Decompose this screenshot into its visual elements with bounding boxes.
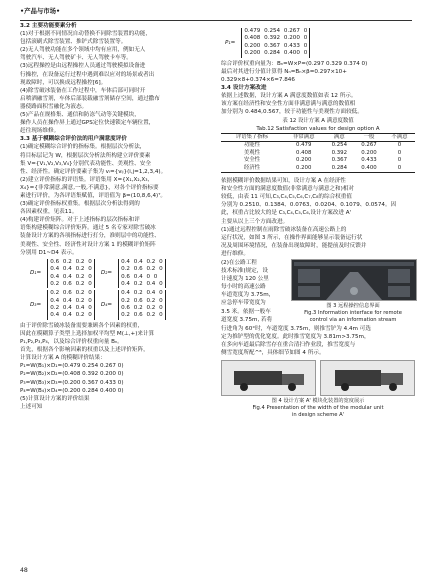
matrix-row: 0.4 0.4 0.2 0 [50, 266, 92, 273]
text-line: 定为推铲型的优化宽度。此时推雪宽度为 3.81m>3.75m， [221, 333, 370, 340]
matrix-row: 0.6 0.2 0.2 0 [50, 258, 92, 265]
table-cell: 0.200 [295, 157, 312, 164]
modular-unit-render-2 [320, 360, 415, 396]
text-line: 和安全性方面的满意度数值(非常满意与满意之和)相对 [221, 186, 355, 193]
table-cell: 美观性 [243, 149, 261, 156]
text-line: (5)计算设计方案的评价结果 [20, 395, 90, 402]
machine-illustration-2 [321, 361, 415, 395]
matrix-row: 0.4 0.4 0.2 0 [121, 258, 163, 265]
text-line: 加分别为 0.484,0.567，较于功能性与美观性方面较低。 [221, 109, 363, 116]
text-line: (1)对于根据不同情况自动替换不同除雪装置的功能， [20, 31, 151, 38]
table-cell: 0.284 [324, 165, 354, 173]
text-line: P₂=W(B₂)×D₂=(0.408 0.392 0.200 0) [20, 371, 124, 378]
text-line: 该方案在经济性和安全性方面非满意满与满意的数值相 [221, 101, 356, 108]
page-number: 48 [20, 567, 28, 574]
table-cell: 0.200 [283, 165, 325, 173]
table-cell: 0 [397, 142, 402, 149]
matrix-row: 0.4 0.2 0.4 0 [121, 290, 163, 297]
text-line: 包括滚刷式除雪装置、推铲式除雪装置等。 [20, 39, 127, 46]
matrix-row: 0.2 0.6 0.2 0 [121, 266, 163, 273]
text-line: 上述可知 [20, 403, 43, 410]
right-text-block-a [221, 60, 415, 117]
text-line: 行进角为 60°时，车道宽度 3.75m，则推雪铲为 4.4m 可选 [221, 325, 371, 332]
text-line: 计速度为 120 公里 [221, 276, 269, 283]
table-cell: 0.200 [361, 149, 377, 156]
left-text-block [20, 22, 204, 257]
figure4-caption-en-2: in design scheme A' [291, 412, 345, 419]
text-line: 计算设计方案 A 的模糊评价结果： [20, 355, 106, 362]
machine-illustration-1 [222, 361, 316, 395]
text-line: (3)确定评价指标权重集。根据层次分析法得到的 [20, 201, 140, 208]
header-rule [20, 20, 412, 21]
remote-control-illustration [292, 260, 416, 300]
matrix-row: 0.6 0.2 0.2 0 [121, 305, 163, 312]
modular-unit-render-1 [221, 360, 316, 396]
text-line: 分别为 0.2510、0.1384、0.0763、0.0204、0.1079、0.0574。因 [221, 202, 397, 209]
text-line: 每小时的高速公路 [221, 284, 266, 291]
text-line: 将目标层记为 W，根据层次分析法所构建立评价要素 [20, 152, 151, 159]
text-line: 驾驶汽车、无人驾驶矿卡、无人驾驶卡车等。 [20, 55, 132, 62]
text-line: 集 V={V₁,V₂,V₃,V₄}分别代表功能性、美观性、安全 [20, 160, 151, 167]
matrix-row: 0.200 0.367 0.433 0 [244, 42, 308, 49]
matrix-label: D₄= [100, 302, 113, 309]
text-line: 分别用 D1~D4 表示。 [20, 249, 78, 256]
text-line: 由于评价除雪破冰装备需要兼顾各个因素的权重， [20, 322, 144, 329]
table-row [221, 165, 415, 173]
table-caption: 表 12 设计方案 A 满意度数值 [282, 118, 354, 125]
text-line: 进行维修。 [221, 250, 249, 257]
figure4-caption-en: Fig.4 Presentation of the width of the modular unit [252, 405, 384, 412]
figure3 [291, 259, 415, 325]
figure3-caption-en: Fig.3 Information interface for remote [304, 310, 402, 317]
figure4-images [221, 360, 415, 396]
figure4-caption: 图 4 设计方案 A' 模块化装置的宽度展示 [271, 397, 365, 404]
matrix-row: 0.2 0.4 0.4 0 [50, 305, 92, 312]
right-text-block-c [221, 325, 415, 357]
table-cell: 0.367 [331, 157, 347, 164]
text-line: 况及周围环境情况，在装备出现故障时，能提前及时反馈并 [221, 242, 367, 249]
table-header-cell: 满意 [324, 134, 354, 142]
section-heading: 3.2 主要功能要素分析 [20, 23, 77, 29]
matrix-d1 [47, 259, 95, 289]
text-line: 较低，由表 11 可知,C₃,C₄,C₅,C₆,C₇,C₈的综合权重值 [221, 194, 352, 201]
left-text-block-2 [20, 322, 204, 411]
text-line: 技术标准)规定，设 [221, 268, 268, 275]
table-header-cell: 评语集 / 指标 [221, 134, 283, 142]
text-line: 首先，根据各个影响因素的权重以及上述评价矩阵， [20, 347, 149, 354]
text-line: 素进行评价，为各评语集赋值，评语值为 β=(10,8,6,4)ᵀ。 [20, 192, 166, 199]
right-text-block-b [221, 177, 415, 258]
text-line: (1)通过远程控制在雨除雪破冰装备在高速公路上的 [221, 226, 347, 233]
text-line: 赶往现场维修。 [20, 128, 60, 135]
matrix-row-2 [30, 290, 204, 320]
text-line: 操作人员在操作屏上通过GPS定位快速锁定车辆位置， [20, 120, 155, 127]
text-line: P₁,P₂,P₃,P₄，以及综合评价权重向量 Bₙ。 [20, 339, 123, 346]
table-caption-en: Tab.12 Satisfaction values for design option A [256, 125, 380, 132]
text-line: 行操控，在设备运行过程中遇到难以应对的场景或者出 [20, 71, 155, 78]
matrix-d4 [118, 290, 166, 320]
table-cell: 0.267 [361, 142, 377, 149]
text-line: 最后对其进行分值计算得 Nₙ=Bₙ×β=0.297×10+ [221, 68, 347, 75]
section-heading: 3.4 设计方案改进 [221, 84, 267, 91]
text-line: (2)建立评价指标的评语集。评语集用 X={X₁,X₂,X₃, [20, 176, 150, 183]
text-line: 车道宽度为 3.75m， [221, 292, 275, 299]
p-matrix [225, 28, 415, 58]
text-line: 主要从以上三个方面改进。 [221, 218, 289, 225]
matrix-row: 0.4 0.2 0.4 0 [121, 280, 163, 287]
table-cell: 0.408 [295, 149, 312, 156]
text-line: 装备设计方案的各项指标进行打分，准则层中的功能性、 [20, 233, 160, 240]
text-line: 各因素权重，见表11。 [20, 209, 78, 216]
matrix-row: 0.2 0.6 0.2 0 [121, 297, 163, 304]
text-line: 运行状况，如图 3 所示，在操作界面能够显示装备运行状 [221, 234, 363, 241]
text-line: P₁=W(B₁)×D₁=(0.479 0.254 0.267 0) [20, 363, 124, 370]
table-cell: 0.392 [331, 149, 347, 156]
text-line: P₃=W(B₃)×D₃=(0.200 0.367 0.433 0) [20, 379, 124, 386]
section-heading: 3.3 基于模糊综合评价法的用户满意度评价 [20, 136, 127, 143]
text-line: (5)产品在规格集、通信和防冻气动等关键模块， [20, 112, 140, 119]
matrix-p [241, 28, 310, 58]
matrix-row: 0.2 0.6 0.2 0 [50, 290, 92, 297]
text-line: 此，权重占比较大的是 C₃,C₄,C₅,C₆,设计方案改进 A' [221, 210, 352, 217]
text-line: 3.5 米。依据一般车 [221, 308, 271, 315]
text-line: 应急停车带宽度为 [221, 300, 266, 307]
text-line: (4)除雪破冰装备在工作过程中，车体后部可同时开 [20, 87, 146, 94]
figure3-caption-en-2: control via an information stream [309, 317, 397, 324]
journal-section-header: •产品与市场• [20, 7, 61, 15]
right-column [221, 22, 415, 420]
table-cell: 0.254 [331, 142, 347, 149]
matrix-row: 0.200 0.284 0.400 0 [244, 50, 308, 57]
matrix-d3 [47, 290, 95, 320]
table-row [221, 142, 415, 150]
matrix-row: 0.2 0.6 0.2 0 [121, 312, 163, 319]
text-line: (2)无人驾驶功能在多个领域中均有应用，例如无人 [20, 47, 146, 54]
matrix-row-1 [30, 259, 204, 289]
text-line: 器使路面积雪融化为液态。 [20, 103, 88, 110]
text-line: (3)远程操控是由远程操控人员通过驾驶模拟设备进 [20, 63, 146, 70]
remote-control-screenshot [291, 259, 417, 301]
table-row [221, 157, 415, 164]
text-line: P₄=W(B₄)×D₄=(0.200 0.284 0.400 0) [20, 387, 124, 394]
matrix-row: 0.408 0.392 0.200 0 [244, 35, 308, 42]
matrix-d2 [118, 259, 166, 289]
table-header-row [221, 134, 415, 142]
text-line: 综合评价权重向量为：Bₙ=W×P=(0.297 0.329 0.374 0) [221, 60, 368, 67]
text-line: (4)构建评价矩阵。对于上述指标的层次指标和评 [20, 217, 140, 224]
figure3-caption: 图 3 远程操控信息界面 [326, 303, 380, 309]
table-cell: 功能性 [243, 142, 261, 149]
figure3-side-text [221, 259, 287, 325]
matrix-label: D₃= [30, 302, 42, 309]
table-cell: 0.400 [354, 165, 384, 173]
text-line: 美观性、安全性、经济性对设计方案 1 的模糊评价矩阵 [20, 241, 156, 248]
text-line: (1)确定模糊综合评价的指标集。根据层次分析法， [20, 144, 146, 151]
text-line: 侧雪宽度所配^⁸，具体细节如图 4 所示。 [221, 349, 325, 356]
table-cell: 0.433 [361, 157, 377, 164]
matrix-row: 0.4 0.4 0.2 0 [50, 273, 92, 280]
table-header-cell: 不满意 [384, 134, 415, 142]
table-cell: 0 [384, 165, 415, 173]
matrix-row: 0.6 0.4 0 0 [121, 273, 158, 280]
table-cell: 0.479 [295, 142, 312, 149]
text-line: 道宽度 3.75m, 若将 [221, 316, 273, 323]
text-line: (2)在公路工程 [221, 260, 257, 266]
matrix-label: D₂= [100, 270, 113, 277]
text-line: 语集构建模糊综合评价矩阵。通过 5 名专家对除雪破冰 [20, 225, 156, 232]
text-line: 因此在模糊算子类型上选择加权平均型 M(⊥,+)来计算 [20, 330, 155, 337]
text-line: 启喷洒融雪剂，车体后部装载融雪剂储存空间，通过撒布 [20, 95, 160, 102]
table-cell: 安全性 [243, 157, 261, 164]
text-line: 依据模糊评价数据结果可知，设计方案 A 在经济性 [221, 178, 346, 185]
table-cell: 经济性 [221, 165, 283, 173]
table-header-cell: 非常满意 [283, 134, 325, 142]
matrix-row: 0.4 0.4 0.2 0 [50, 312, 92, 319]
text-line: X₄}={非常满意,满意,一般,不满意}，对各个评价指标要 [20, 184, 159, 191]
text-line: 依据上述数据，设计方案 A 满意度数值如表 12 所示。 [221, 92, 357, 99]
table-cell: 0 [397, 149, 402, 156]
left-column [20, 22, 204, 411]
table-cell: 0 [397, 157, 402, 164]
matrix-label: P₁= [225, 39, 236, 46]
table-header-cell: 一般 [354, 134, 384, 142]
text-line: 现故障时，可以换成远程操控[6]。 [20, 79, 107, 86]
matrix-row: 0.479 0.254 0.267 0 [244, 28, 308, 34]
figure3-block [221, 259, 415, 325]
text-line: 0.329×8+0.374×6=7.846 [221, 76, 295, 83]
text-line: 在多向车道最后除雪存在重合清扫作业段，推雪宽度与 [221, 341, 356, 348]
text-line: 性、经济性。确定评价要素子集为 vᵢ={vᵢⱼ}(i,j=1,2,3,4)。 [20, 168, 167, 175]
matrix-row: 0.2 0.6 0.2 0 [50, 280, 92, 287]
matrix-row: 0.4 0.4 0.2 0 [50, 297, 92, 304]
satisfaction-table [221, 133, 415, 173]
matrix-label: D₁= [30, 270, 42, 277]
